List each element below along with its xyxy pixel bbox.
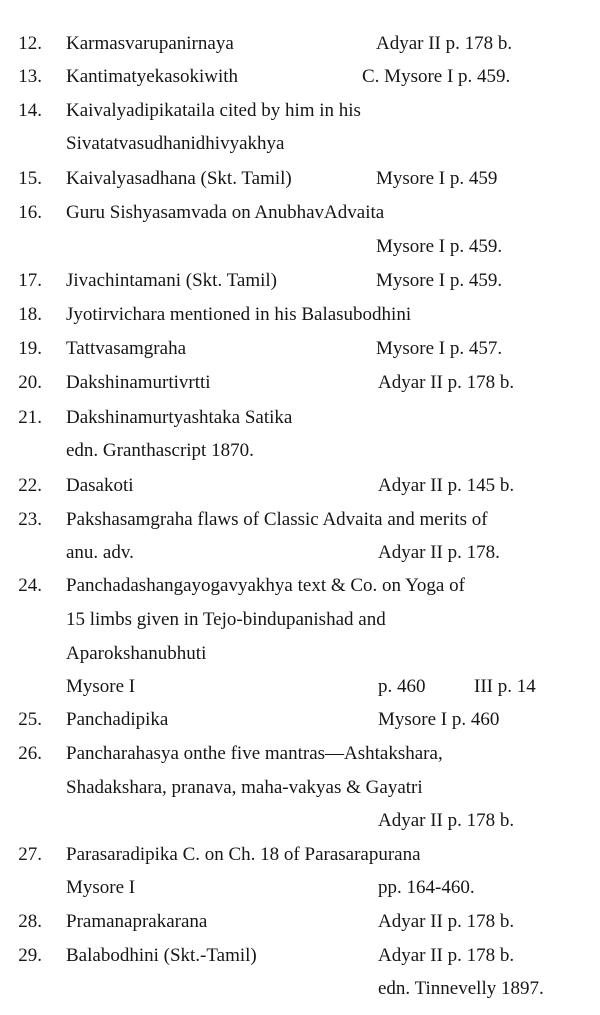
entry-title: Jyotirvichara mentioned in his Balasubodhini [66, 304, 412, 325]
entry-title: Pancharahasya onthe five mantras—Ashtakshara, [66, 743, 443, 764]
entry-title-continued: Mysore I [66, 877, 136, 898]
entry-number: 12. [18, 33, 42, 54]
entry-title: Pramanaprakarana [66, 911, 208, 932]
entry-number: 20. [18, 372, 42, 393]
entry-reference: Adyar II p. 178 b. [378, 945, 515, 966]
entry-title-continued: Shadakshara, pranava, maha-vakyas & Gayatri [66, 777, 423, 798]
entry-number: 16. [18, 202, 42, 223]
entry-reference: Mysore I p. 457. [376, 338, 503, 359]
entry-number: 17. [18, 270, 42, 291]
entry-title-continued: anu. adv. [66, 542, 134, 563]
entry-number: 19. [18, 338, 42, 359]
entry-number: 18. [18, 304, 42, 325]
entry-title: Pakshasamgraha flaws of Classic Advaita and merits of [66, 509, 488, 530]
entry-number: 13. [18, 66, 42, 87]
entry-title: Karmasvarupanirnaya [66, 33, 234, 54]
entry-number: 25. [18, 709, 42, 730]
entry-title-continued: 15 limbs given in Tejo-bindupanishad and [66, 609, 386, 630]
entry-number: 28. [18, 911, 42, 932]
entry-reference: pp. 164-460. [378, 877, 475, 898]
entry-title: Kaivalyadipikataila cited by him in his [66, 100, 361, 121]
entry-reference: Adyar II p. 145 b. [378, 475, 515, 496]
entry-title: Dakshinamurtivrtti [66, 372, 211, 393]
entry-number: 21. [18, 407, 42, 428]
entry-title: Parasaradipika C. on Ch. 18 of Parasarapurana [66, 844, 421, 865]
entry-title: Dasakoti [66, 475, 134, 496]
entry-number: 24. [18, 575, 42, 596]
entry-title: Tattvasamgraha [66, 338, 187, 359]
entry-number: 15. [18, 168, 42, 189]
entry-reference: III p. 14 [474, 676, 536, 697]
entry-reference: Mysore I p. 459. [376, 236, 503, 257]
entry-title: Dakshinamurtyashtaka Satika [66, 407, 293, 428]
entry-reference: Adyar II p. 178. [378, 542, 500, 563]
entry-title-continued: Aparokshanubhuti [66, 643, 207, 664]
entry-reference: C. Mysore I p. 459. [362, 66, 511, 87]
entry-number: 27. [18, 844, 42, 865]
entry-title: Kaivalyasadhana (Skt. Tamil) [66, 168, 292, 189]
entry-title-continued: Sivatatvasudhanidhivyakhya [66, 133, 285, 154]
entry-reference: Adyar II p. 178 b. [376, 33, 513, 54]
entry-reference: Mysore I p. 459 [376, 168, 498, 189]
entry-title: Jivachintamani (Skt. Tamil) [66, 270, 277, 291]
entry-title: Panchadipika [66, 709, 169, 730]
entry-number: 22. [18, 475, 42, 496]
entry-reference: p. 460 [378, 676, 426, 697]
entry-reference: Mysore I p. 459. [376, 270, 503, 291]
entry-title-continued: edn. Granthascript 1870. [66, 440, 254, 461]
entry-number: 14. [18, 100, 42, 121]
entry-title: Panchadashangayogavyakhya text & Co. on Yoga of [66, 575, 465, 596]
entry-number: 29. [18, 945, 42, 966]
entry-number: 26. [18, 743, 42, 764]
entry-title: Kantimatyekasokiwith [66, 66, 239, 87]
entry-reference: edn. Tinnevelly 1897. [378, 978, 544, 999]
entry-reference: Adyar II p. 178 b. [378, 810, 515, 831]
entry-title-continued: Mysore I [66, 676, 136, 697]
entry-reference: Adyar II p. 178 b. [378, 911, 515, 932]
entry-reference: Adyar II p. 178 b. [378, 372, 515, 393]
entry-number: 23. [18, 509, 42, 530]
entry-reference: Mysore I p. 460 [378, 709, 500, 730]
entry-title: Guru Sishyasamvada on AnubhavAdvaita [66, 202, 385, 223]
entry-title: Balabodhini (Skt.-Tamil) [66, 945, 257, 966]
